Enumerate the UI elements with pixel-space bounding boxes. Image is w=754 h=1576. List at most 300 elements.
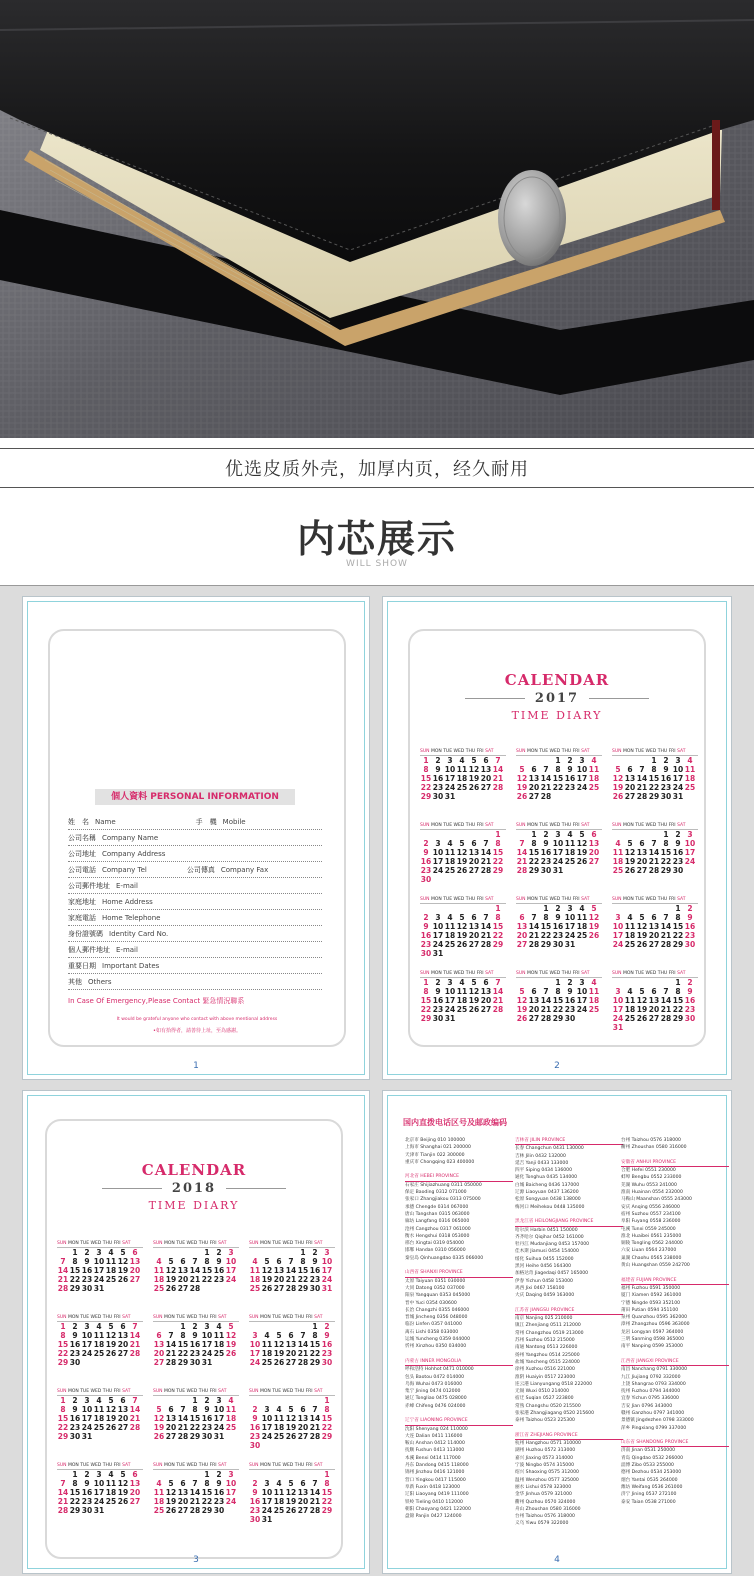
day-cell: 15: [321, 1414, 333, 1423]
day-cell: 20: [480, 774, 492, 783]
day-cell: 22: [177, 1349, 189, 1358]
day-cell: 19: [456, 857, 468, 866]
day-cell: 23: [249, 1506, 261, 1515]
directory-line: 本溪 Benxi 0414 117000: [405, 1455, 461, 1461]
day-cell: 20: [468, 931, 480, 940]
day-cell: [636, 756, 648, 765]
day-cell: [576, 792, 588, 801]
calendar-month: [57, 1241, 143, 1305]
day-cell: 4: [615, 839, 621, 848]
day-cell: 9: [543, 839, 549, 848]
day-cell: 18: [624, 931, 636, 940]
day-cell: 19: [105, 1340, 117, 1349]
day-cell: 12: [225, 1331, 237, 1340]
day-cell: 9: [675, 839, 681, 848]
calendar-month: [57, 1315, 143, 1379]
directory-column-2: [515, 1137, 623, 1528]
day-cell: 10: [261, 1488, 273, 1497]
info-label-cn: 家庭地址: [68, 898, 96, 906]
day-cell: 6: [120, 1322, 126, 1331]
day-cell: [273, 1441, 285, 1450]
day-cell: 24: [225, 1497, 237, 1506]
day-cell: 15: [297, 1266, 309, 1275]
day-cell: [165, 1248, 177, 1257]
day-cell: 21: [165, 1349, 177, 1358]
day-cell: 1: [423, 978, 429, 987]
day-cell: [153, 1396, 165, 1405]
day-cell: 31: [213, 1432, 225, 1441]
day-cell: 24: [201, 1349, 213, 1358]
day-cell: 3: [252, 1331, 258, 1340]
day-cell: [261, 1441, 273, 1450]
day-cell: 11: [213, 1331, 225, 1340]
notebook-photo: [0, 0, 754, 438]
day-cell: 21: [492, 996, 504, 1005]
day-cell: [660, 978, 672, 987]
calendar-month: [153, 1241, 239, 1305]
day-cell: 14: [309, 1488, 321, 1497]
day-cell: 30: [69, 1432, 81, 1441]
day-cell: 2: [675, 830, 681, 839]
day-cell: [552, 792, 564, 801]
day-cell: 16: [189, 1340, 201, 1349]
day-cell: 16: [81, 1488, 93, 1497]
calendar-month: [153, 1315, 239, 1379]
day-cell: 12: [468, 765, 480, 774]
page-number: 3: [193, 1555, 199, 1565]
directory-line: 秦皇岛 Qinhuangdao 0335 066000: [405, 1255, 484, 1261]
directory-line: 台州 Taizhou 0576 318000: [621, 1138, 681, 1143]
day-cell: [456, 949, 468, 958]
day-cell: 10: [261, 1414, 273, 1423]
day-cell: 17: [321, 1266, 333, 1275]
calendar-subtitle: TIME DIARY: [511, 709, 603, 722]
day-cell: [177, 1396, 189, 1405]
day-cell: 5: [627, 839, 633, 848]
day-cell: 21: [540, 1005, 552, 1014]
day-cell: 21: [516, 857, 528, 866]
day-cell: 22: [69, 1497, 81, 1506]
day-cell: 10: [444, 987, 456, 996]
directory-line: [405, 1410, 513, 1417]
day-cell: 14: [540, 996, 552, 1005]
calendar-month: [612, 897, 698, 961]
info-row: [68, 881, 322, 894]
day-cell: [588, 792, 600, 801]
day-cell: 5: [288, 1479, 294, 1488]
day-cell: 17: [81, 1340, 93, 1349]
directory-line: 长春 Changchun 0431 130000: [515, 1146, 584, 1152]
day-cell: 1: [204, 1470, 210, 1479]
day-cell: 1: [204, 1248, 210, 1257]
day-cell: 15: [672, 922, 684, 931]
info-row: [68, 865, 322, 878]
section-subtitle: WILL SHOW: [346, 559, 408, 569]
page-directory: [382, 1090, 732, 1574]
day-cell: 9: [216, 1257, 222, 1266]
day-cell: 11: [564, 839, 576, 848]
day-cell: 2: [84, 1470, 90, 1479]
calendar-month: [516, 749, 602, 813]
day-cell: [285, 1248, 297, 1257]
day-cell: 10: [672, 765, 684, 774]
directory-line: 集宁 Jining 0474 012000: [405, 1389, 461, 1395]
day-cell: 21: [660, 1005, 672, 1014]
day-cell: 8: [495, 839, 501, 848]
day-cell: 24: [93, 1275, 105, 1284]
day-cell: 10: [225, 1257, 237, 1266]
day-cell: 2: [312, 1248, 318, 1257]
day-cell: [576, 940, 588, 949]
day-cell: 27: [273, 1284, 285, 1293]
day-cell: 29: [321, 1506, 333, 1515]
day-cell: 14: [660, 922, 672, 931]
day-cell: [648, 830, 660, 839]
day-cell: 30: [249, 1515, 261, 1524]
day-cell: 30: [540, 866, 552, 875]
directory-line: [515, 1211, 623, 1218]
day-cell: 3: [264, 1405, 270, 1414]
info-label-cn: 公司名稱: [68, 834, 96, 842]
day-cell: 10: [432, 922, 444, 931]
directory-line: 沈阳 Shenyang 024 110000: [405, 1426, 468, 1432]
day-cell: 13: [528, 774, 540, 783]
day-cell: 14: [528, 922, 540, 931]
day-cell: [576, 866, 588, 875]
day-cell: 16: [540, 848, 552, 857]
day-cell: 18: [273, 1497, 285, 1506]
day-cell: 5: [228, 1322, 234, 1331]
day-cell: 13: [285, 1340, 297, 1349]
day-cell: 27: [588, 857, 600, 866]
day-cell: 23: [81, 1497, 93, 1506]
day-cell: 13: [117, 1331, 129, 1340]
day-cell: 23: [189, 1349, 201, 1358]
directory-line: 黑龙江省 HEILONGJIANG PROVINCE: [515, 1218, 623, 1226]
weekday-header: SUN MON TUE WED THU FRI SAT: [153, 1389, 239, 1396]
day-cell: 16: [432, 996, 444, 1005]
day-cell: 25: [249, 1284, 261, 1293]
day-cell: [468, 949, 480, 958]
month-days: [57, 1322, 143, 1367]
day-cell: 31: [261, 1515, 273, 1524]
weekday-header: SUN MON TUE WED THU FRI SAT: [57, 1463, 143, 1470]
day-cell: 7: [312, 1479, 318, 1488]
day-cell: 25: [444, 940, 456, 949]
day-cell: 17: [552, 848, 564, 857]
day-cell: 20: [117, 1340, 129, 1349]
day-cell: 4: [447, 913, 453, 922]
day-cell: [225, 1432, 237, 1441]
day-cell: 23: [564, 783, 576, 792]
day-cell: 13: [480, 987, 492, 996]
day-cell: 31: [201, 1358, 213, 1367]
day-cell: 28: [177, 1432, 189, 1441]
day-cell: 4: [459, 756, 465, 765]
day-cell: 23: [213, 1275, 225, 1284]
day-cell: 21: [648, 857, 660, 866]
day-cell: 13: [588, 839, 600, 848]
day-cell: 26: [117, 1275, 129, 1284]
day-cell: [153, 1248, 165, 1257]
day-cell: 4: [459, 978, 465, 987]
directory-line: 加格达奇 Jiagedaqi 0457 165000: [515, 1271, 589, 1277]
day-cell: 12: [105, 1331, 117, 1340]
day-cell: 24: [249, 1358, 261, 1367]
day-cell: 25: [105, 1497, 117, 1506]
day-cell: 18: [93, 1414, 105, 1423]
day-cell: 8: [204, 1479, 210, 1488]
day-cell: 24: [261, 1432, 273, 1441]
day-cell: 22: [297, 1275, 309, 1284]
day-cell: 8: [423, 765, 429, 774]
day-cell: 17: [261, 1423, 273, 1432]
day-cell: 24: [684, 857, 696, 866]
directory-line: 江西省 JIANGXI PROVINCE: [621, 1358, 729, 1366]
calendar-year: 2018: [47, 1181, 341, 1196]
day-cell: 3: [84, 1396, 90, 1405]
day-cell: [456, 792, 468, 801]
day-cell: 29: [189, 1432, 201, 1441]
day-cell: 22: [552, 783, 564, 792]
day-cell: 10: [93, 1257, 105, 1266]
day-cell: 29: [540, 940, 552, 949]
day-cell: 25: [588, 783, 600, 792]
day-cell: [273, 1248, 285, 1257]
day-cell: 2: [72, 1396, 78, 1405]
day-cell: [528, 978, 540, 987]
info-card: [48, 629, 346, 1047]
day-cell: [93, 1432, 105, 1441]
day-cell: 16: [420, 857, 432, 866]
day-cell: 11: [273, 1414, 285, 1423]
directory-line: 宁波 Ningbo 0574 315000: [515, 1463, 575, 1469]
day-cell: 3: [228, 1470, 234, 1479]
month-days: [249, 1248, 335, 1293]
directory-line: 离石 Lishi 0358 033000: [405, 1329, 459, 1335]
day-cell: 30: [309, 1284, 321, 1293]
directory-line: 绍兴 Shaoxing 0575 312000: [515, 1470, 579, 1476]
day-cell: [480, 904, 492, 913]
day-cell: [189, 1470, 201, 1479]
directory-line: 金华 Jinhua 0579 321000: [515, 1492, 572, 1498]
day-cell: [297, 1441, 309, 1450]
directory-line: 芜湖 Wuhu 0553 241000: [621, 1182, 677, 1188]
day-cell: 2: [84, 1248, 90, 1257]
day-cell: 22: [648, 783, 660, 792]
directory-line: 河北省 HEBEI PROVINCE: [405, 1173, 513, 1181]
day-cell: [456, 830, 468, 839]
day-cell: 8: [543, 913, 549, 922]
day-cell: 26: [468, 1005, 480, 1014]
day-cell: 29: [309, 1358, 321, 1367]
day-cell: 13: [648, 996, 660, 1005]
calendar-month: [57, 1463, 143, 1527]
page-personal-info: [22, 596, 370, 1080]
day-cell: 3: [567, 904, 573, 913]
directory-line: 巢湖 Chaohu 0565 238000: [621, 1255, 682, 1261]
month-days: [516, 904, 602, 949]
info-label-cn: 其他: [68, 978, 82, 986]
day-cell: 12: [624, 848, 636, 857]
day-cell: [480, 1014, 492, 1023]
day-cell: 29: [57, 1432, 69, 1441]
day-cell: 7: [543, 765, 549, 774]
day-cell: [165, 1470, 177, 1479]
month-days: [612, 904, 698, 949]
day-cell: 16: [564, 996, 576, 1005]
day-cell: 28: [516, 866, 528, 875]
day-cell: [456, 904, 468, 913]
day-cell: 8: [555, 987, 561, 996]
day-cell: 11: [444, 848, 456, 857]
day-cell: 15: [420, 996, 432, 1005]
day-cell: 7: [192, 1479, 198, 1488]
day-cell: 10: [321, 1257, 333, 1266]
day-cell: 10: [612, 922, 624, 931]
day-cell: [177, 1470, 189, 1479]
directory-line: 保定 Baoding 0312 071000: [405, 1190, 467, 1196]
day-cell: 22: [420, 783, 432, 792]
day-cell: 16: [213, 1488, 225, 1497]
day-cell: 5: [108, 1396, 114, 1405]
day-cell: 26: [225, 1349, 237, 1358]
day-cell: 11: [456, 987, 468, 996]
day-cell: 1: [300, 1248, 306, 1257]
day-cell: [261, 1322, 273, 1331]
page-number: 2: [554, 1061, 560, 1071]
day-cell: 24: [444, 783, 456, 792]
day-cell: 20: [285, 1349, 297, 1358]
day-cell: 28: [660, 1014, 672, 1023]
directory-line: 锦州 Jinzhou 0416 121000: [405, 1470, 465, 1476]
day-cell: [588, 866, 600, 875]
directory-line: 九江 Jiujiang 0792 332000: [621, 1374, 681, 1380]
day-cell: 9: [423, 848, 429, 857]
day-cell: 19: [588, 922, 600, 931]
day-cell: 27: [648, 940, 660, 949]
directory-line: 安庆 Anqing 0556 246000: [621, 1204, 680, 1210]
day-cell: 24: [93, 1497, 105, 1506]
day-cell: 17: [93, 1266, 105, 1275]
directory-line: 铜陵 Tongling 0562 244000: [621, 1241, 683, 1247]
day-cell: 11: [105, 1257, 117, 1266]
day-cell: [117, 1358, 129, 1367]
day-cell: 1: [555, 756, 561, 765]
day-cell: 12: [588, 913, 600, 922]
day-cell: [492, 875, 504, 884]
directory-line: 哈尔滨 Harbin 0451 150000: [515, 1227, 578, 1233]
day-cell: 13: [468, 848, 480, 857]
day-cell: 8: [192, 1405, 198, 1414]
directory-line: 扬州 Yangzhou 0514 225000: [515, 1352, 580, 1358]
day-cell: 29: [660, 866, 672, 875]
day-cell: 19: [225, 1340, 237, 1349]
day-cell: 19: [285, 1423, 297, 1432]
directory-line: 宿州 Suzhou 0557 234100: [621, 1211, 681, 1217]
day-cell: 19: [105, 1414, 117, 1423]
weekday-header: SUN MON TUE WED THU FRI SAT: [249, 1389, 335, 1396]
day-cell: 11: [576, 913, 588, 922]
calendar-month: [612, 749, 698, 813]
directory-line: 盐城 Yancheng 0515 224000: [515, 1359, 580, 1365]
day-cell: 25: [261, 1358, 273, 1367]
directory-line: [621, 1269, 729, 1276]
day-cell: [321, 1441, 333, 1450]
calendar-month: [57, 1389, 143, 1453]
day-cell: 1: [192, 1396, 198, 1405]
day-cell: 3: [447, 756, 453, 765]
day-cell: 25: [588, 1005, 600, 1014]
day-cell: 13: [624, 774, 636, 783]
day-cell: [117, 1432, 129, 1441]
day-cell: 6: [288, 1331, 294, 1340]
directory-line: 宁德 Ningde 0593 352100: [621, 1300, 681, 1306]
day-cell: 23: [420, 940, 432, 949]
day-cell: [576, 1014, 588, 1023]
day-cell: 12: [468, 987, 480, 996]
day-cell: 30: [672, 866, 684, 875]
day-cell: [456, 875, 468, 884]
directory-line: 辽阳 Liaoyang 0419 111000: [405, 1492, 469, 1498]
directory-line: [621, 1351, 729, 1358]
day-cell: 23: [249, 1432, 261, 1441]
day-cell: 31: [612, 1023, 624, 1032]
directory-line: 宜春 Yichun 0795 336000: [621, 1396, 679, 1402]
day-cell: [81, 1358, 93, 1367]
day-cell: [684, 792, 696, 801]
weekday-header: SUN MON TUE WED THU FRI SAT: [516, 823, 602, 830]
day-cell: [105, 1358, 117, 1367]
day-cell: [285, 1441, 297, 1450]
day-cell: 8: [180, 1331, 186, 1340]
day-cell: 16: [684, 996, 696, 1005]
day-cell: 24: [576, 1005, 588, 1014]
day-cell: 23: [213, 1497, 225, 1506]
day-cell: 28: [129, 1349, 141, 1358]
directory-line: 淄博 Zibo 0533 255000: [621, 1463, 674, 1469]
day-cell: 27: [480, 1005, 492, 1014]
day-cell: 7: [483, 913, 489, 922]
day-cell: 2: [216, 1248, 222, 1257]
day-cell: 1: [675, 978, 681, 987]
day-cell: 10: [249, 1340, 261, 1349]
day-cell: 4: [228, 1396, 234, 1405]
day-cell: 22: [528, 857, 540, 866]
day-cell: 29: [648, 792, 660, 801]
directory-line: [405, 1262, 513, 1269]
directory-line: 嘉兴 Jiaxing 0573 314000: [515, 1455, 574, 1461]
day-cell: 3: [435, 913, 441, 922]
day-cell: [420, 830, 432, 839]
day-cell: 8: [663, 839, 669, 848]
day-cell: 11: [261, 1340, 273, 1349]
day-cell: 3: [204, 1322, 210, 1331]
day-cell: 20: [297, 1497, 309, 1506]
day-cell: 27: [636, 866, 648, 875]
day-cell: 26: [273, 1358, 285, 1367]
day-cell: 12: [636, 922, 648, 931]
day-cell: 22: [540, 931, 552, 940]
day-cell: 2: [435, 756, 441, 765]
day-cell: 17: [444, 774, 456, 783]
day-cell: 22: [189, 1423, 201, 1432]
day-cell: 8: [675, 913, 681, 922]
day-cell: 12: [153, 1414, 165, 1423]
directory-line: 杭州 Hangzhou 0571 310000: [515, 1441, 581, 1447]
info-label-en: Others: [88, 978, 112, 986]
day-cell: 12: [105, 1405, 117, 1414]
